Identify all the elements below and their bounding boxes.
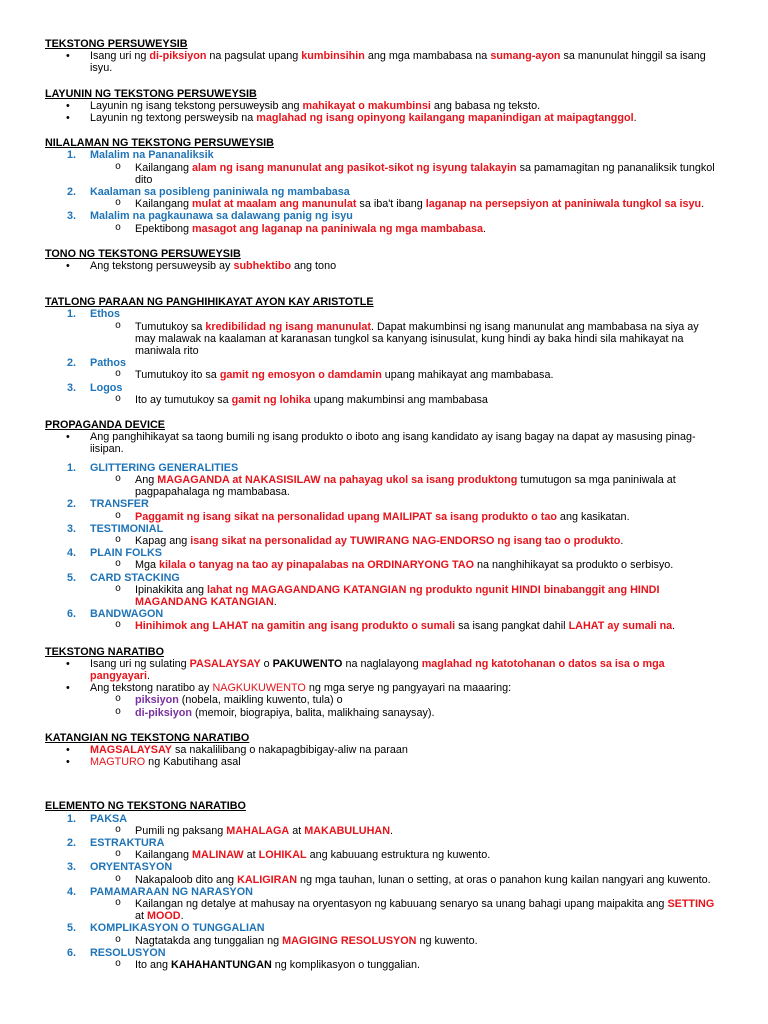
sub-s7-2: o di-piksiyon (memoir, biograpiya, balita, malikhaing sanaysay). [45,707,718,719]
sub-s3-1: o Kailangang alam ng isang manunulat ang pasikot-sikot ng isyung talakayin sa pamamagitan ng pananaliksik tungkol dito [45,162,718,186]
bullet-s7-2: • Ang tekstong naratibo ay NAGKUKUWENTO ng mga serye ng pangyayari na maaaring: [45,682,718,694]
sub-s3-3: o Epektibong masagot ang laganap na paniniwala ng mga mambabasa. [45,223,718,235]
item-s6-6: 6. BANDWAGON [67,608,164,621]
sub-s6-3: o Kapag ang isang sikat na personalidad ay TUWIRANG NAG-ENDORSO ng isang tao o produkto. [45,535,718,547]
heading-layunin: LAYUNIN NG TEKSTONG PERSUWEYSIB [45,87,257,100]
item-s5-2: 2. Pathos [67,357,126,370]
item-s6-3: 3. TESTIMONIAL [67,522,164,535]
item-s9-4: 4. PAMAMARAAN NG NARASYON [67,885,253,898]
heading-tekstong-persuweysib: TEKSTONG PERSUWEYSIB [45,38,188,50]
item-s3-2: 2. Kaalaman sa posibleng paniniwala ng mambabasa [67,186,350,199]
bullet-s4-1: • Ang tekstong persuweysib ay subhektibo ang tono [45,260,718,272]
bullet-s8-2: • MAGTURO ng Kabutihang asal [45,756,718,768]
sub-s6-1: o Ang MAGAGANDA at NAKASISILAW na pahayag ukol sa isang produktong tumutugon sa mga paniniwala at pagpapahalaga ng mambabasa. [45,474,718,498]
heading-naratibo: TEKSTONG NARATIBO [45,645,164,658]
item-s9-5: 5. KOMPLIKASYON O TUNGGALIAN [67,922,265,935]
bullet-s2-2: • Layunin ng textong persweysib na maglahad ng isang opinyong kailangang mapanindigan at maipagtanggol. [45,112,718,124]
item-s5-3: 3. Logos [67,381,123,394]
bullet-s6-1: • Ang panghihikayat sa taong bumili ng isang produkto o iboto ang isang kandidato ay isang bagay na dapat ay masusing pinag-iisipan. [45,431,718,455]
sub-s7-1: o piksiyon (nobela, maikling kuwento, tula) o [45,694,718,706]
item-s9-6: 6. RESOLUSYON [67,946,166,959]
item-s6-1: 1. GLITTERING GENERALITIES [67,461,239,474]
item-s6-5: 5. CARD STACKING [67,571,180,584]
item-s3-3: 3. Malalim na pagkaunawa sa dalawang panig ng isyu [67,210,353,223]
sub-s6-4: o Mga kilala o tanyag na tao ay pinapalabas na ORDINARYONG TAO na nanghihikayat sa produkto o serbisyo. [45,559,718,571]
item-s3-1: 1. Malalim na Pananaliksik [67,149,214,162]
bullet-s2-1: • Layunin ng isang tekstong persuweysib ang mahikayat o makumbinsi ang babasa ng teksto. [45,100,718,112]
item-s9-3: 3. ORYENTASYON [67,861,173,874]
heading-elemento: ELEMENTO NG TEKSTONG NARATIBO [45,800,246,813]
sub-s9-5: o Nagtatakda ang tunggalian ng MAGIGING RESOLUSYON ng kuwento. [45,935,718,947]
heading-tono: TONO NG TEKSTONG PERSUWEYSIB [45,247,241,260]
sub-s5-1: o Tumutukoy sa kredibilidad ng isang manunulat. Dapat makumbinsi ng isang manunulat ang mambabasa na siya ay may malawak na kaalaman at karanasan tungkol sa kanyang isinusulat, kung hindi ay baka hindi sila mahikayat na maniwala rito [45,321,718,358]
bullet-s8-1: • MAGSALAYSAY sa nakalilibang o nakapagbibigay-aliw na paraan [45,744,718,756]
bullet-s7-1: • Isang uri ng sulating PASALAYSAY o PAKUWENTO na naglalayong maglahad ng katotohanan o datos sa isa o mga pangyayari. [45,658,718,682]
item-s6-2: 2. TRANSFER [67,498,149,511]
bullet-s1-1: • Isang uri ng di-piksiyon na pagsulat upang kumbinsihin ang mga mambabasa na sumang-ayon sa manunulat hinggil sa isang isyu. [45,50,718,74]
heading-nilalaman: NILALAMAN NG TEKSTONG PERSUWEYSIB [45,137,274,150]
sub-s3-2: o Kailangang mulat at maalam ang manunulat sa iba't ibang laganap na persepsiyon at paniniwala tungkol sa isyu. [45,198,718,210]
heading-katangian: KATANGIAN NG TEKSTONG NARATIBO [45,731,250,744]
heading-propaganda: PROPAGANDA DEVICE [45,419,165,432]
sub-s5-2: o Tumutukoy ito sa gamit ng emosyon o damdamin upang mahikayat ang mambabasa. [45,369,718,381]
sub-s9-3: o Nakapaloob dito ang KALIGIRAN ng mga tauhan, lunan o setting, at oras o panahon kung kailan nangyari ang kuwento. [45,874,718,886]
sub-s6-2: o Paggamit ng isang sikat na personalidad upang MAILIPAT sa isang produkto o tao ang kasikatan. [45,511,718,523]
sub-s9-1: o Pumili ng paksang MAHALAGA at MAKABULUHAN. [45,825,718,837]
sub-s6-6: o Hinihimok ang LAHAT na gamitin ang isang produkto o sumali sa isang pangkat dahil LAHAT ay sumali na. [45,620,718,632]
item-s5-1: 1. Ethos [67,308,120,321]
sub-s6-5: o Ipinakikita ang lahat ng MAGAGANDANG KATANGIAN ng produkto ngunit HINDI binabanggit ang HINDI MAGANDANG KATANGIAN. [45,584,718,608]
item-s6-4: 4. PLAIN FOLKS [67,547,162,560]
sub-s9-6: o Ito ang KAHAHANTUNGAN ng komplikasyon o tunggalian. [45,959,718,971]
heading-aristotle: TATLONG PARAAN NG PANGHIHIKAYAT AYON KAY ARISTOTLE [45,296,374,309]
sub-s9-4: o Kailangan ng detalye at mahusay na oryentasyon ng kabuuang senaryo sa unang bahagi upang maipakita ang SETTING at MOOD. [45,898,718,922]
sub-s9-2: o Kailangang MALINAW at LOHIKAL ang kabuuang estruktura ng kuwento. [45,849,718,861]
sub-s5-3: o Ito ay tumutukoy sa gamit ng lohika upang makumbinsi ang mambabasa [45,394,718,406]
item-s9-1: 1. PAKSA [67,812,127,825]
item-s9-2: 2. ESTRAKTURA [67,836,165,849]
